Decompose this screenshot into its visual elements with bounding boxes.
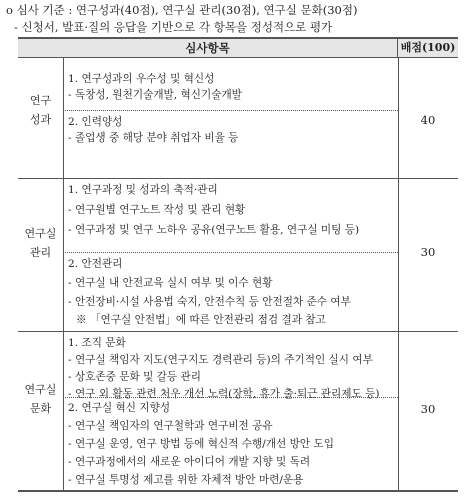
column-divider-category	[63, 58, 64, 490]
item-heading: 2. 안전관리	[68, 258, 123, 270]
evaluation-table	[18, 37, 458, 492]
item-detail: - 연구원별 연구노트 작성 및 관리 현황	[68, 204, 246, 216]
criteria-header: o 심사 기준 : 연구성과(40점), 연구실 관리(30점), 연구실 문화(30점)	[6, 3, 358, 17]
section-divider	[18, 178, 458, 179]
item-detail: - 연구과정에서의 새로운 아이디어 개발 지향 및 독려	[68, 456, 311, 468]
item-heading: 1. 연구과정 및 성과의 축적·관리	[68, 184, 218, 196]
score-value: 30	[420, 402, 436, 416]
item-detail: - 안전장비·시설 사용법 숙지, 안전수칙 등 안전절차 준수 여부	[68, 296, 351, 308]
table-header-row	[18, 39, 458, 58]
item-detail: - 상호존중 문화 및 갈등 관리	[68, 371, 201, 383]
item-detail: - 연구실 책임자의 연구철학과 연구비전 공유	[68, 420, 273, 432]
header-item: 심사항목	[18, 39, 398, 57]
item-heading: 1. 조직 문화	[68, 337, 126, 349]
item-heading: 1. 연구성과의 우수성 및 혁신성	[68, 73, 215, 85]
item-detail: - 연구실 책임자 지도(연구지도 경력관리 등)의 주기적인 실시 여부	[68, 354, 373, 366]
item-note: ※ 「연구실 안전법」에 따른 안전관리 점검 결과 참고	[76, 314, 326, 326]
item-detail: - 연구과정 및 연구 노하우 공유(연구노트 활용, 연구실 미팅 등)	[68, 224, 360, 236]
item-detail: - 연구 외 활동 관련 처우 개선 노력(장학, 휴가 출·퇴근 관리제도 등)	[68, 388, 380, 400]
subgroup-divider	[63, 110, 398, 111]
item-detail: - 연구실 내 안전교육 실시 여부 및 이수 현황	[68, 277, 273, 289]
item-detail: - 독창성, 원천기술개발, 혁신기술개발	[68, 89, 242, 101]
score-value: 40	[420, 113, 436, 127]
item-detail: - 연구실 운영, 연구 방법 등에 혁신적 수행/개선 방안 도입	[68, 438, 334, 450]
item-detail: - 연구실 투명성 제고를 위한 자체적 방안 마련/운용	[68, 474, 304, 486]
section-divider	[18, 331, 458, 332]
header-score: 배점(100)	[400, 41, 456, 54]
category-label: 연구실 문화	[24, 383, 57, 415]
score-value: 30	[420, 245, 436, 259]
item-heading: 2. 연구실 혁신 지향성	[68, 402, 171, 414]
subgroup-divider	[63, 252, 398, 253]
item-heading: 2. 인력양성	[68, 116, 123, 128]
category-label: 연구실 관리	[24, 227, 57, 259]
criteria-note: - 신청서, 발표·질의 응답을 기반으로 각 항목을 정성적으로 평가	[14, 20, 333, 34]
category-label: 연구 성과	[29, 94, 52, 126]
item-detail: - 졸업생 중 해당 분야 취업자 비율 등	[68, 132, 239, 144]
